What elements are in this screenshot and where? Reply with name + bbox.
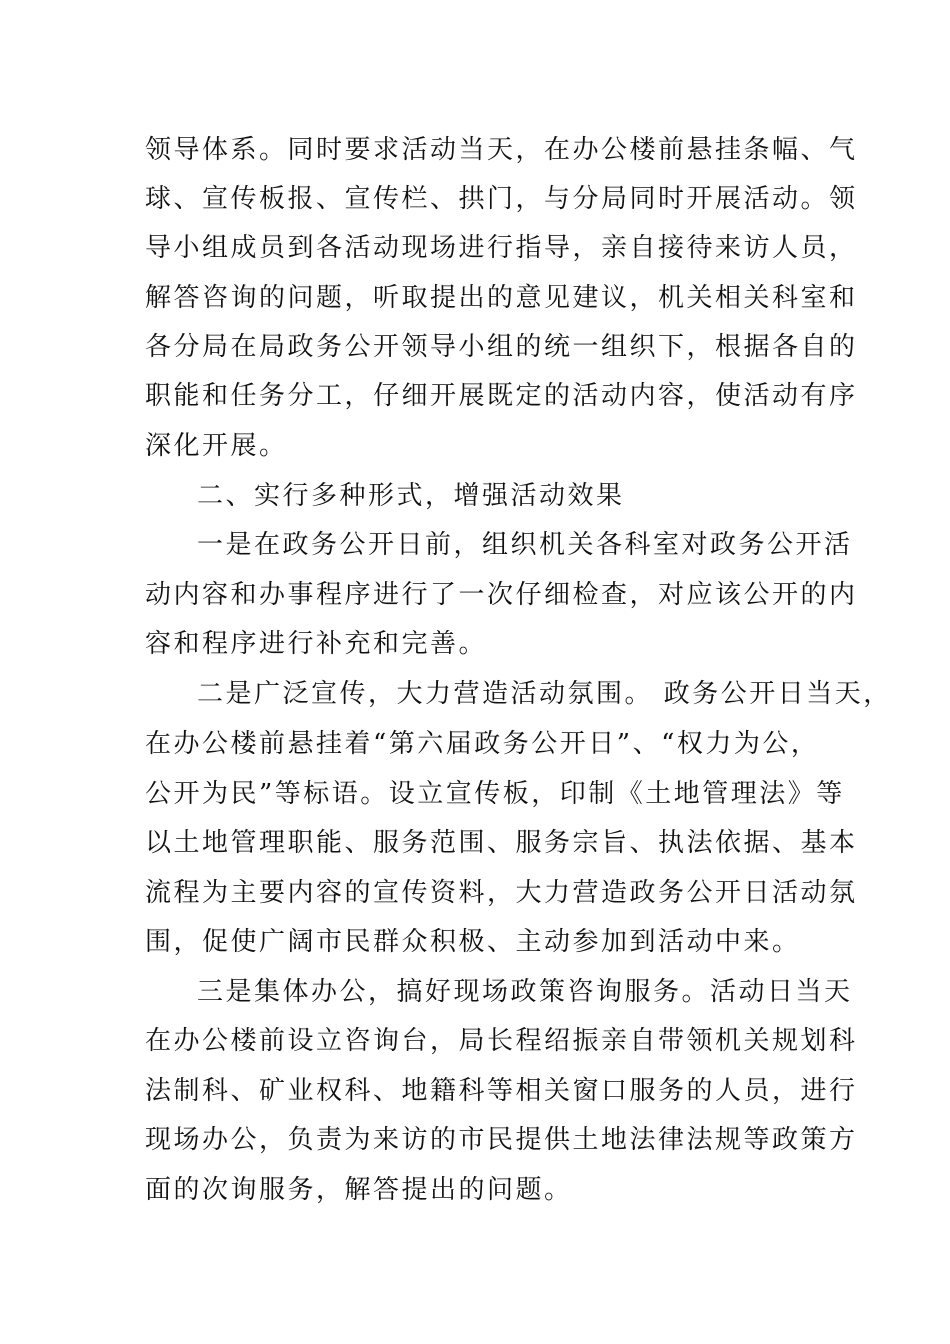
text-line: 现场办公，负责为来访的市民提供土地法律法规等政策方 xyxy=(145,1125,858,1155)
text-line: 流程为主要内容的宣传资料，大力营造政务公开日活动氛 xyxy=(145,878,858,908)
text-line: 二是广泛宣传，大力营造活动氛围。 政务公开日当天， xyxy=(197,679,892,709)
text-line: 领导体系。同时要求活动当天，在办公楼前悬挂条幅、气 xyxy=(145,135,858,165)
text-line: 深化开展。 xyxy=(145,431,288,461)
text-line: 围，促使广阔市民群众积极、主动参加到活动中来。 xyxy=(145,927,801,957)
text-line: 球、宣传板报、宣传栏、拱门，与分局同时开展活动。领 xyxy=(145,184,858,214)
text-line: 解答咨询的问题，听取提出的意见建议，机关相关科室和 xyxy=(145,283,858,313)
text-line: 公开为民”等标语。设立宣传板，印制《土地管理法》等 xyxy=(145,779,845,809)
section-heading: 二、实行多种形式，增强活动效果 xyxy=(197,481,625,511)
text-line: 各分局在局政务公开领导小组的统一组织下，根据各自的 xyxy=(145,332,858,362)
text-line: 一是在政务公开日前，组织机关各科室对政务公开活 xyxy=(197,530,853,560)
text-line: 在办公楼前悬挂着“第六届政务公开日”、“权力为公， xyxy=(145,729,820,759)
text-line: 面的次询服务，解答提出的问题。 xyxy=(145,1175,573,1205)
text-line: 容和程序进行补充和完善。 xyxy=(145,629,488,659)
text-line: 以土地管理职能、服务范围、服务宗旨、执法依据、基本 xyxy=(145,828,858,858)
text-line: 在办公楼前设立咨询台，局长程绍振亲自带领机关规划科 xyxy=(145,1026,858,1056)
text-line: 动内容和办事程序进行了一次仔细检查，对应该公开的内 xyxy=(145,580,858,610)
text-line: 三是集体办公，搞好现场政策咨询服务。活动日当天 xyxy=(197,977,853,1007)
text-line: 职能和任务分工，仔细开展既定的活动内容，使活动有序 xyxy=(145,381,858,411)
text-line: 导小组成员到各活动现场进行指导，亲自接待来访人员， xyxy=(145,233,858,263)
text-line: 法制科、矿业权科、地籍科等相关窗口服务的人员，进行 xyxy=(145,1076,858,1106)
